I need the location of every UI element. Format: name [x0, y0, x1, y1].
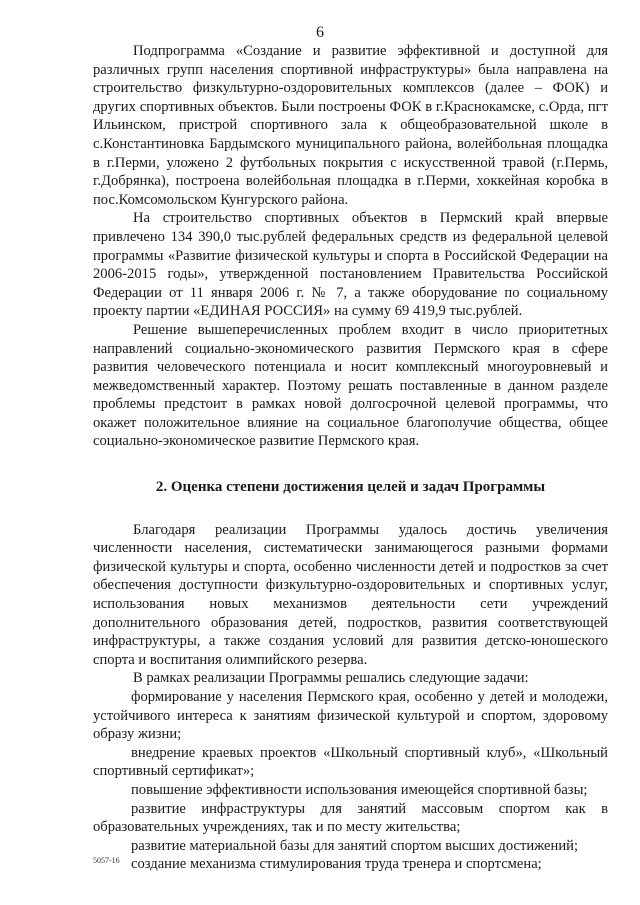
task-item: развитие материальной базы для занятий спортом высших достижений; — [131, 837, 579, 854]
task-item: создание механизма стимулирования труда тренера и спортсмена; — [131, 856, 542, 873]
section-heading: 2. Оценка степени достижения целей и задач Программы — [155, 479, 546, 496]
task-item: развитие инфраструктуры для занятий массовым спортом как в образовательных учреждениях, так и по месту жительства; — [93, 800, 608, 836]
task-item: формирование у населения Пермского края, особенно у детей и молодежи, устойчивого интереса к занятиям физической культурой и спортом, здоровому образу жизни; — [93, 689, 608, 743]
document-code: 5057-16 — [93, 856, 120, 865]
document-body — [93, 42, 608, 874]
paragraph-tasks-intro: В рамках реализации Программы решались следующие задачи: — [133, 670, 529, 687]
task-item: повышение эффективности использования имеющейся спортивной базы; — [131, 781, 588, 798]
page-number: 6 — [316, 24, 324, 41]
paragraph-subprogram-construction: Подпрограмма «Создание и развитие эффективной и доступной для различных групп населения спортивной инфраструктуры» была направлена на строительство физкультурно-оздоровительных комплексов (далее – ФОК) и других спортивных объектов. Были построены ФОК в г.Краснокамске, с.Орда, пгт Ильинском, пристрой спортивного зала к общеобразовательной школе в с.Константиновка Бардымского муниципального района, волейбольная площадка в г.Перми, уложено 2 футбольных покрытия с искусственной травой (г.Пермь, г.Добрянка), построена волейбольная площадка в г.Перми, хоккейная коробка в пос.Комсомольском Кунгурского района. — [93, 43, 608, 208]
paragraph-federal-funding: На строительство спортивных объектов в Пермский край впервые привлечено 134 390,0 тыс.рублей федеральных средств из федеральной целевой программы «Развитие физической культуры и спорта в Российской Федерации на 2006-2015 годы», утвержденной постановлением Правительства Российской Федерации от 11 января 2006 г. № 7, а также оборудование по социальному проекту партии «ЕДИНАЯ РОССИЯ» на сумму 69 419,9 тыс.рублей. — [93, 210, 608, 320]
paragraph-priority-directions: Решение вышеперечисленных проблем входит в число приоритетных направлений социально-экономического развития Пермского края в сфере развития человеческого потенциала и носит комплексный многоуровневый и межведомственный характер. Поэтому решать поставленные в данном разделе проблемы предстоит в рамках новой долгосрочной целевой программы, что окажет положительное влияние на социальное благополучие общества, общее социально-экономическое развитие Пермского края. — [93, 321, 608, 450]
paragraph-program-results: Благодаря реализации Программы удалось достичь увеличения численности населения, систематически занимающегося разными формами физической культуры и спорта, особенно численности детей и подростков за счет обеспечения доступности физкультурно-оздоровительных и спортивных услуг, использования новых механизмов деятельности сети учреждений дополнительного образования детей, подростков, развития соответствующей инфраструктуры, а также создания условий для развития детско-юношеского спорта и воспитания олимпийского резерва. — [93, 521, 608, 668]
task-item: внедрение краевых проектов «Школьный спортивный клуб», «Школьный спортивный сертификат»; — [93, 744, 608, 780]
